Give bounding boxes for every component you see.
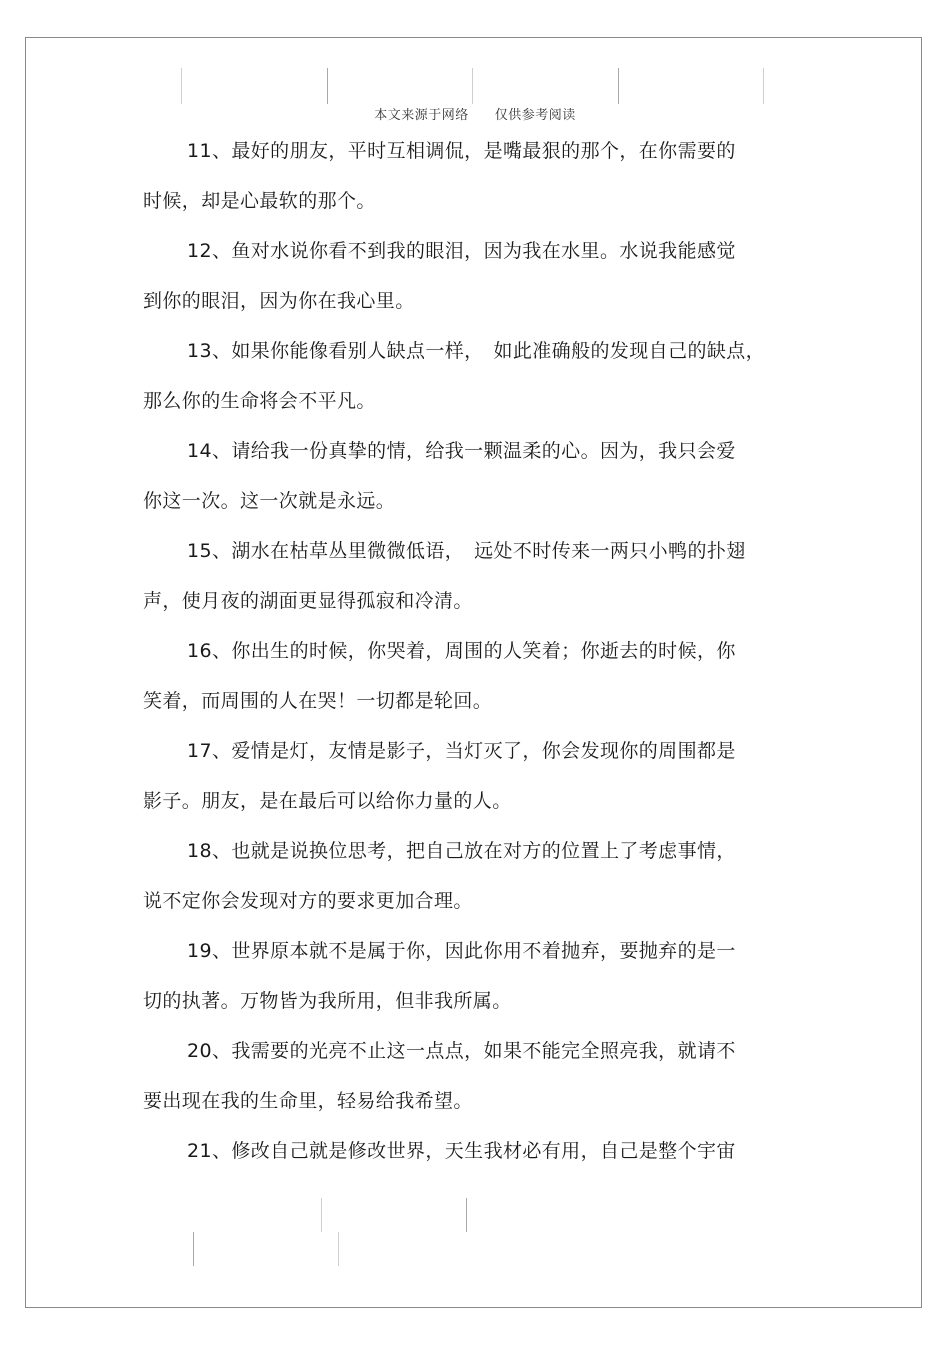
bottom-divider-tick [321,1198,322,1232]
top-divider-tick [618,68,619,104]
paragraph-continuation-line: 要出现在我的生命里，轻易给我希望。 [143,1090,473,1112]
paragraph-continuation-line: 声，使月夜的湖面更显得孤寂和冷清。 [143,590,473,612]
paragraph-continuation-line: 到你的眼泪，因为你在我心里。 [143,290,415,312]
paragraph-continuation-line: 你这一次。这一次就是永远。 [143,490,396,512]
top-divider-tick [327,68,328,104]
paragraph-first-line: 11、最好的朋友，平时互相调侃，是嘴最狠的那个，在你需要的 [187,140,736,162]
paragraph-continuation-line: 切的执著。万物皆为我所用，但非我所属。 [143,990,512,1012]
bottom-divider-tick [338,1232,339,1266]
paragraph-continuation-line: 说不定你会发现对方的要求更加合理。 [143,890,473,912]
top-divider-tick [763,68,764,104]
paragraph-continuation-line: 那么你的生命将会不平凡。 [143,390,376,412]
paragraph-continuation-line: 时候，却是心最软的那个。 [143,190,376,212]
paragraph-first-line: 12、鱼对水说你看不到我的眼泪，因为我在水里。水说我能感觉 [187,240,736,262]
paragraph-continuation-line: 笑着，而周围的人在哭！一切都是轮回。 [143,690,493,712]
page-header-note [0,104,950,123]
paragraph-first-line: 19、世界原本就不是属于你，因此你用不着抛弃，要抛弃的是一 [187,940,736,962]
paragraph-first-line: 15、湖水在枯草丛里微微低语， 远处不时传来一两只小鸭的扑翅 [187,540,746,562]
paragraph-first-line: 14、请给我一份真挚的情，给我一颗温柔的心。因为，我只会爱 [187,440,736,462]
reference-note: 仅供参考阅读 [494,108,576,123]
top-divider-tick [181,68,182,104]
paragraph-continuation-line: 影子。朋友，是在最后可以给你力量的人。 [143,790,512,812]
bottom-divider-tick [466,1198,467,1232]
paragraph-first-line: 17、爱情是灯，友情是影子，当灯灭了，你会发现你的周围都是 [187,740,736,762]
paragraph-first-line: 21、修改自己就是修改世界，天生我材必有用，自己是整个宇宙 [187,1140,736,1162]
top-divider-tick [472,68,473,104]
paragraph-first-line: 20、我需要的光亮不止这一点点，如果不能完全照亮我，就请不 [187,1040,736,1062]
source-note: 本文来源于网络 [374,108,469,123]
document-body [143,131,789,1171]
paragraph-first-line: 16、你出生的时候，你哭着，周围的人笑着；你逝去的时候，你 [187,640,736,662]
bottom-divider-tick [193,1232,194,1266]
paragraph-first-line: 13、如果你能像看别人缺点一样， 如此准确般的发现自己的缺点， [187,340,766,362]
paragraph-first-line: 18、也就是说换位思考，把自己放在对方的位置上了考虑事情， [187,840,736,862]
